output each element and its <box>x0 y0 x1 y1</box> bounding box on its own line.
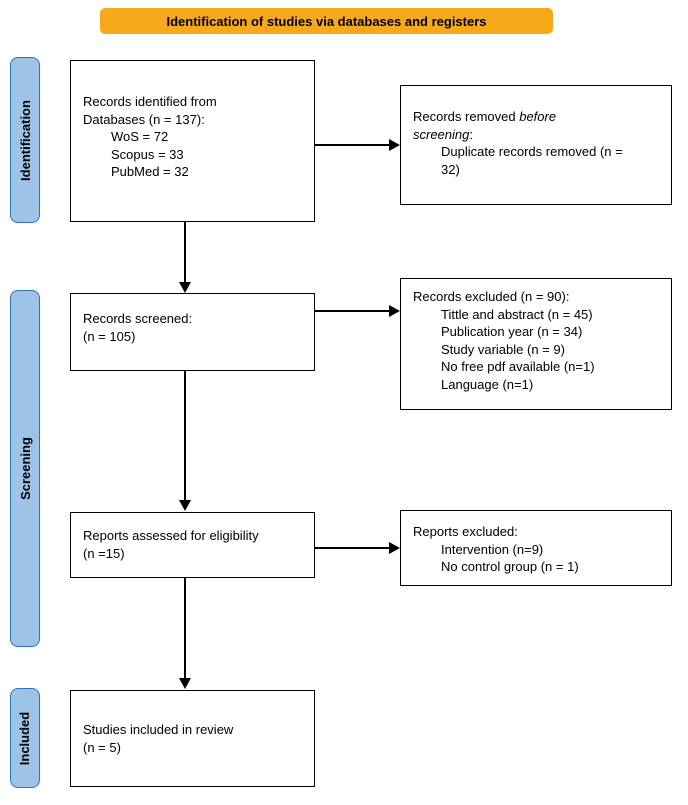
records-removed-suffix: : <box>469 126 473 142</box>
arrow-identified-to-screened-line <box>184 222 186 282</box>
arrow-identified-to-removed-head-icon <box>389 139 400 151</box>
records-excluded-item-language: Language (n=1) <box>441 376 534 392</box>
box-records-screened <box>70 293 315 371</box>
stage-bar-included <box>10 688 40 788</box>
records-identified-item-scopus: Scopus = 33 <box>111 146 184 162</box>
records-removed-prefix: Records removed <box>413 109 520 124</box>
reports-excluded-item-no-control-group: No control group (n = 1) <box>441 559 579 575</box>
records-identified-line1: Records identified from <box>83 94 217 109</box>
records-excluded-item-no-free-pdf: No free pdf available (n=1) <box>441 359 595 375</box>
arrow-screened-to-assessed-head-icon <box>179 500 191 511</box>
arrow-screened-to-excluded-line <box>315 310 389 312</box>
stage-bar-screening <box>10 290 40 647</box>
records-identified-item-pubmed: PubMed = 32 <box>111 164 189 180</box>
box-studies-included <box>70 690 315 787</box>
arrow-assessed-to-included-head-icon <box>179 678 191 689</box>
reports-assessed-line1: Reports assessed for eligibility <box>83 528 259 543</box>
box-records-identified <box>70 60 315 222</box>
arrow-assessed-to-excluded-line <box>315 547 389 549</box>
arrow-identified-to-screened-head-icon <box>179 282 191 293</box>
records-excluded-item-study-variable: Study variable (n = 9) <box>441 341 565 357</box>
banner-label: Identification of studies via databases and registers <box>166 13 487 29</box>
reports-excluded-item-intervention: Intervention (n=9) <box>441 541 544 557</box>
stage-label-included: Included <box>17 711 33 765</box>
box-records-removed <box>400 85 672 205</box>
banner <box>100 8 553 34</box>
box-reports-assessed <box>70 512 315 578</box>
arrow-assessed-to-excluded-head-icon <box>389 542 400 554</box>
box-records-excluded <box>400 278 672 410</box>
studies-included-line2: (n = 5) <box>83 739 121 755</box>
arrow-screened-to-assessed-line <box>184 371 186 500</box>
records-screened-line2: (n = 105) <box>83 328 136 344</box>
stage-label-screening: Screening <box>17 437 33 500</box>
box-reports-excluded <box>400 510 672 586</box>
arrow-assessed-to-included-line <box>184 578 186 678</box>
records-identified-line2: Databases (n = 137): <box>83 111 205 127</box>
records-excluded-heading: Records excluded (n = 90): <box>413 289 570 304</box>
arrow-identified-to-removed-line <box>315 144 389 146</box>
reports-assessed-line2: (n =15) <box>83 545 125 561</box>
records-removed-item-duplicates: Duplicate records removed (n = 32) <box>441 144 623 177</box>
records-excluded-item-publication-year: Publication year (n = 34) <box>441 324 583 340</box>
studies-included-line1: Studies included in review <box>83 722 234 737</box>
arrow-screened-to-excluded-head-icon <box>389 305 400 317</box>
records-screened-line1: Records screened: <box>83 311 193 326</box>
records-excluded-item-title-abstract: Tittle and abstract (n = 45) <box>441 306 593 322</box>
records-removed-heading <box>413 108 593 143</box>
records-identified-item-wos: WoS = 72 <box>111 129 169 145</box>
reports-excluded-heading: Reports excluded: <box>413 524 518 539</box>
stage-bar-identification <box>10 57 40 223</box>
stage-label-identification: Identification <box>17 99 33 181</box>
records-removed-italic: before screening <box>413 109 557 142</box>
